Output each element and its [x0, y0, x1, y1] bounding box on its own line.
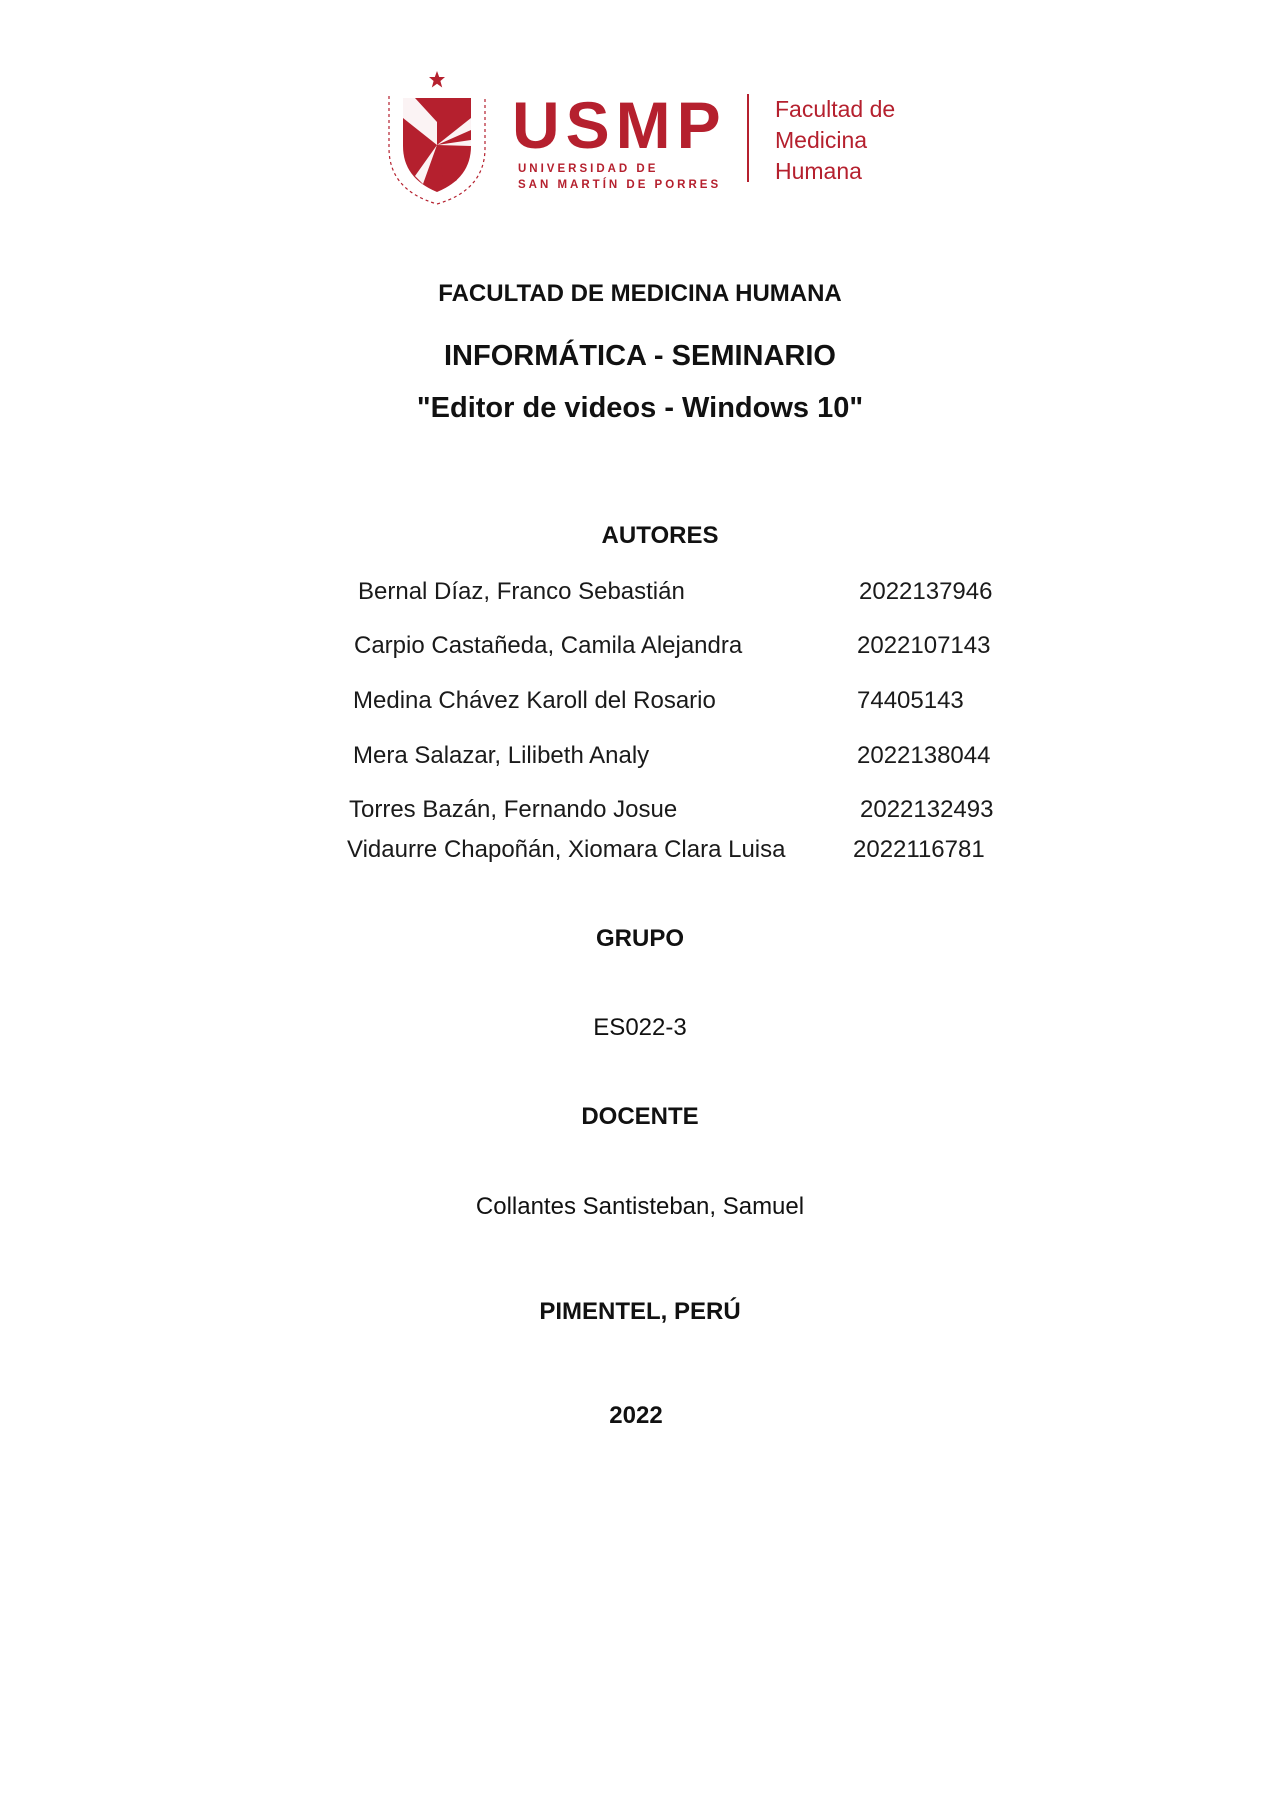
author-code: 2022137946 — [859, 578, 993, 605]
place-label: PIMENTEL, PERÚ — [539, 1298, 741, 1325]
author-code: 2022107143 — [857, 632, 991, 659]
authors-heading: AUTORES — [601, 522, 719, 549]
group-code: ES022-3 — [593, 1014, 687, 1041]
author-code: 2022138044 — [857, 742, 991, 769]
author-name: Mera Salazar, Lilibeth Analy — [353, 742, 650, 769]
author-name: Carpio Castañeda, Camila Alejandra — [354, 632, 743, 659]
teacher-heading: DOCENTE — [581, 1103, 699, 1130]
teacher-name: Collantes Santisteban, Samuel — [475, 1193, 805, 1220]
author-name: Bernal Díaz, Franco Sebastián — [358, 578, 685, 605]
university-full-name: UNIVERSIDAD DE SAN MARTÍN DE PORRES — [518, 163, 722, 191]
course-title: INFORMÁTICA - SEMINARIO — [443, 340, 836, 372]
topic-title: "Editor de videos - Windows 10" — [416, 392, 864, 424]
logo-faculty-name: Facultad de Medicina Humana — [775, 96, 896, 184]
author-name: Vidaurre Chapoñán, Xiomara Clara Luisa — [347, 836, 786, 863]
usmp-wordmark: USMP — [512, 88, 727, 162]
year-label: 2022 — [609, 1402, 663, 1429]
faculty-heading: FACULTAD DE MEDICINA HUMANA — [438, 280, 842, 307]
logo-divider — [747, 94, 749, 182]
author-name: Medina Chávez Karoll del Rosario — [353, 687, 716, 714]
group-heading: GRUPO — [595, 925, 684, 952]
author-name: Torres Bazán, Fernando Josue — [349, 796, 678, 823]
university-logo — [375, 68, 935, 208]
shield-crest-icon — [375, 68, 505, 208]
author-code: 2022116781 — [853, 836, 985, 863]
author-code: 74405143 — [857, 687, 964, 714]
author-code: 2022132493 — [860, 796, 994, 823]
